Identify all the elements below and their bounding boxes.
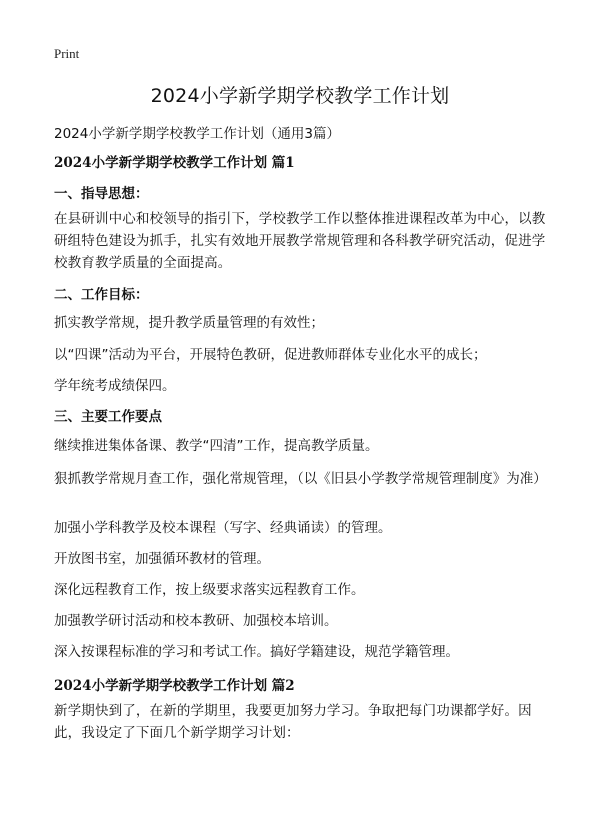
section1-body: 在县研训中心和校领导的指引下，学校教学工作以整体推进课程改革为中心，以教研组特色建设为抓手，扎实有效地开展教学常规管理和各科教学研究活动，促进学校教育教学质量的全面提高。	[54, 211, 546, 271]
plan1-heading: 2024小学新学期学校教学工作计划 篇1	[54, 155, 295, 171]
plan2-heading: 2024小学新学期学校教学工作计划 篇2	[54, 678, 295, 694]
section3-title: 三、主要工作要点	[54, 409, 162, 425]
section1-title: 一、指导思想：	[54, 186, 149, 202]
point-item: 深化远程教育工作，按上级要求落实远程教育工作。	[54, 582, 365, 598]
document-title: 2024小学新学期学校教学工作计划	[150, 85, 450, 107]
point-item: 深入按课程标准的学习和考试工作。搞好学籍建设，规范学籍管理。	[54, 644, 459, 660]
point-item: 加强教学研讨活动和校本教研、加强校本培训。	[54, 613, 338, 629]
point-item: 继续推进集体备课、教学“四清”工作，提高教学质量。	[54, 438, 379, 454]
goal-item: 学年统考成绩保四。	[54, 378, 176, 394]
section2-title: 二、工作目标：	[54, 287, 149, 303]
document-subtitle: 2024小学新学期学校教学工作计划（通用3篇）	[54, 126, 340, 142]
goal-item: 以“四课”活动为平台，开展特色教研，促进教师群体专业化水平的成长；	[54, 347, 487, 363]
goal-item: 抓实教学常规，提升教学质量管理的有效性；	[54, 315, 324, 331]
point-item: 狠抓教学常规月查工作，强化常规管理，（以《旧县小学教学常规管理制度》为准）	[54, 471, 547, 487]
plan2-body: 新学期快到了，在新的学期里，我要更加努力学习。争取把每门功课都学好。因此，我设定了下面几个新学期学习计划：	[54, 703, 532, 741]
point-item: 加强小学科教学及校本课程（写字、经典诵读）的管理。	[54, 520, 392, 536]
print-label[interactable]: Print	[54, 46, 80, 61]
point-item: 开放图书室，加强循环教材的管理。	[54, 551, 270, 567]
